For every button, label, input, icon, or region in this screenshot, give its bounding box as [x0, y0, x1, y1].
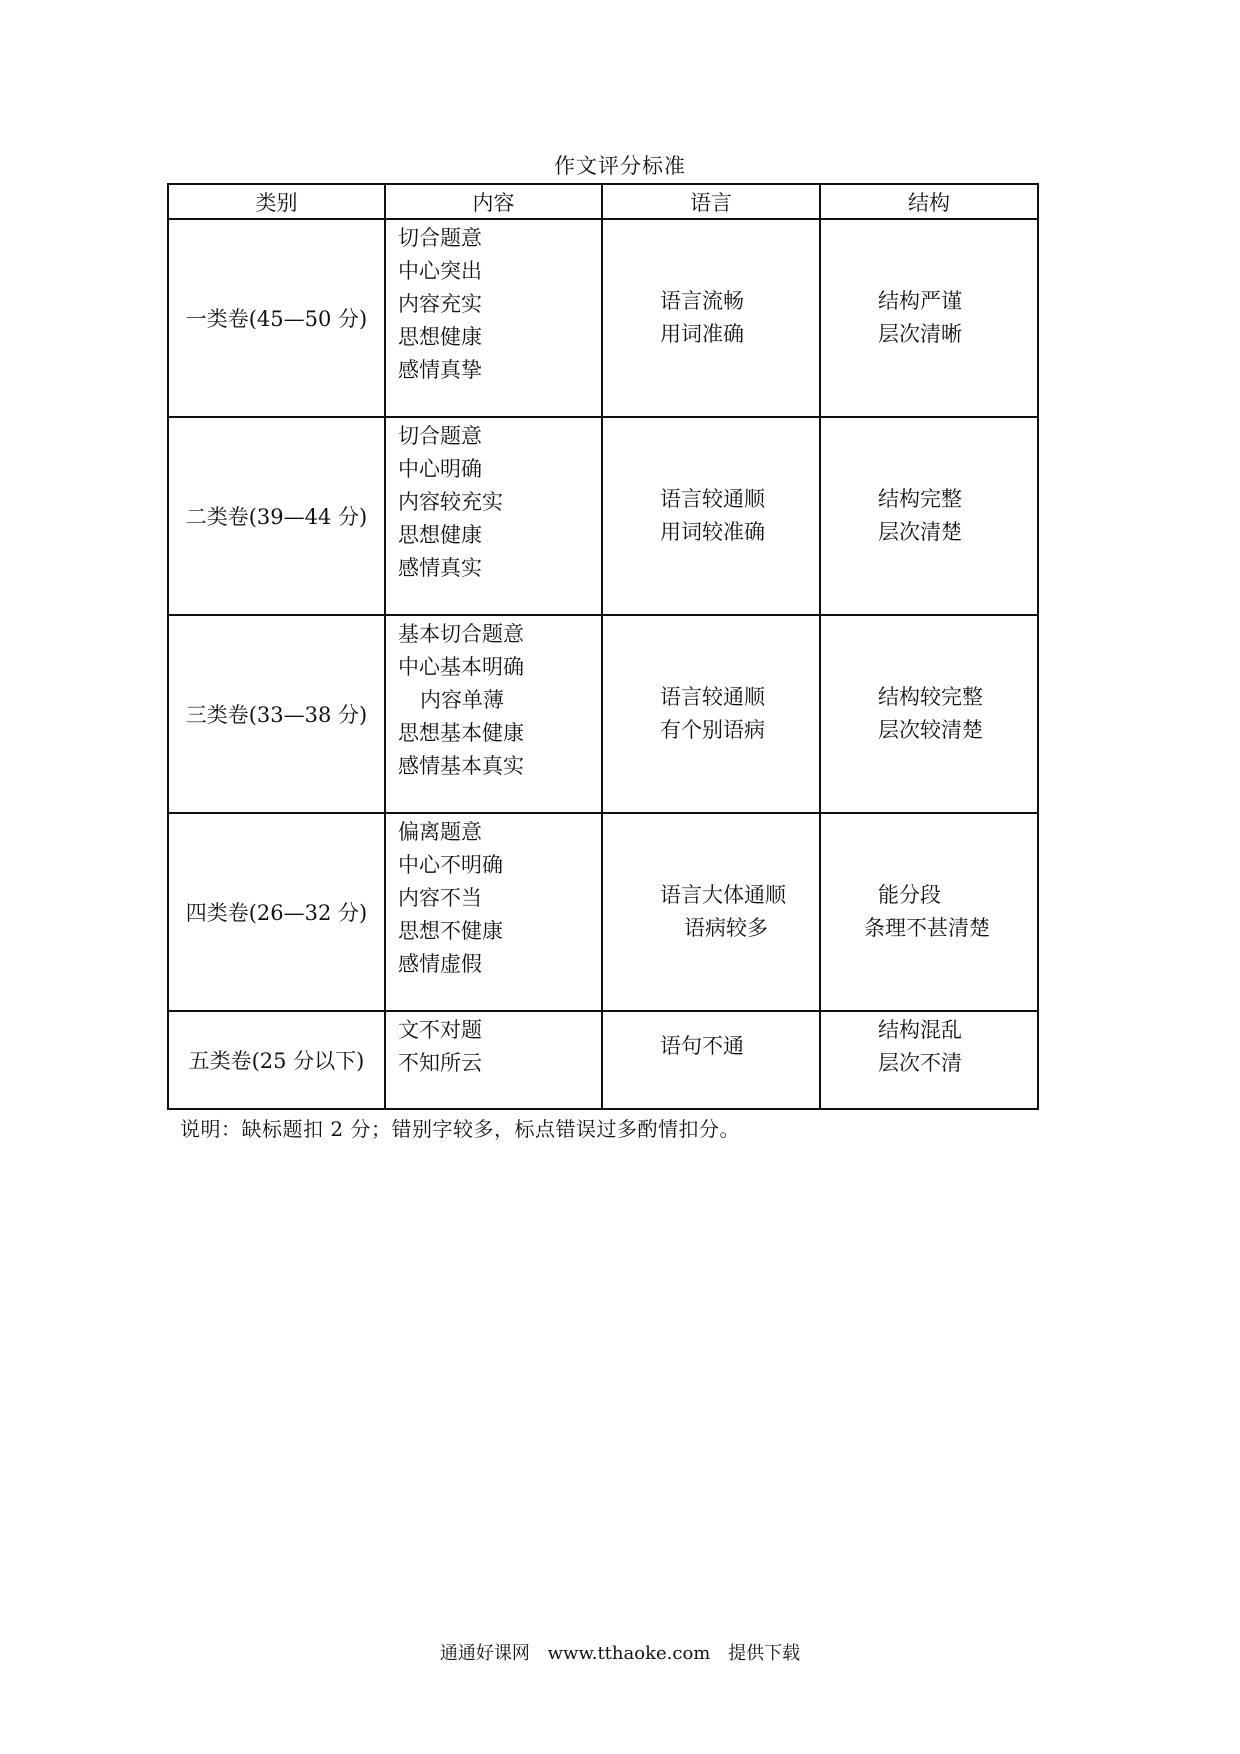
language-line: 语言大体通顺	[660, 883, 786, 907]
structure-cell	[820, 1011, 1038, 1109]
table-row	[168, 813, 1038, 1011]
structure-cell	[820, 813, 1038, 1011]
page-footer	[0, 1639, 1240, 1665]
content-cell	[385, 813, 602, 1011]
content-cell	[385, 219, 602, 417]
content-line: 切合题意	[398, 226, 482, 250]
language-line: 有个别语病	[660, 718, 765, 742]
content-line: 感情真挚	[398, 358, 482, 382]
content-line: 思想健康	[398, 325, 482, 349]
footnote: 说明：缺标题扣 2 分；错别字较多，标点错误过多酌情扣分。	[180, 1117, 740, 1141]
content-line: 思想不健康	[398, 919, 503, 943]
language-line: 用词较准确	[660, 520, 765, 544]
header-structure: 结构	[820, 184, 1038, 219]
content-line: 思想健康	[398, 523, 482, 547]
content-cell	[385, 615, 602, 813]
content-line: 内容单薄	[420, 688, 504, 712]
content-line: 中心不明确	[398, 853, 503, 877]
category-cell: 一类卷(45—50 分)	[168, 219, 385, 417]
category-cell: 三类卷(33—38 分)	[168, 615, 385, 813]
content-line: 感情虚假	[398, 952, 482, 976]
language-line: 语句不通	[660, 1034, 744, 1058]
content-line: 文不对题	[398, 1018, 482, 1042]
language-cell	[602, 813, 820, 1011]
structure-line: 层次清晰	[878, 322, 962, 346]
table-header-row	[168, 184, 1038, 219]
structure-line: 层次较清楚	[878, 718, 983, 742]
language-cell	[602, 615, 820, 813]
language-line: 用词准确	[660, 322, 744, 346]
content-cell	[385, 417, 602, 615]
table-row	[168, 417, 1038, 615]
language-line: 语言较通顺	[660, 487, 765, 511]
table-row	[168, 219, 1038, 417]
content-line: 思想基本健康	[398, 721, 524, 745]
structure-line: 结构较完整	[878, 685, 983, 709]
content-line: 内容较充实	[398, 490, 503, 514]
header-category: 类别	[168, 184, 385, 219]
category-cell: 四类卷(26—32 分)	[168, 813, 385, 1011]
structure-line: 能分段	[878, 883, 941, 907]
content-line: 基本切合题意	[398, 622, 524, 646]
structure-cell	[820, 417, 1038, 615]
language-cell	[602, 219, 820, 417]
language-line: 语言流畅	[660, 289, 744, 313]
content-line: 感情真实	[398, 556, 482, 580]
header-content: 内容	[385, 184, 602, 219]
structure-line: 条理不甚清楚	[864, 916, 990, 940]
content-line: 内容充实	[398, 292, 482, 316]
language-line: 语言较通顺	[660, 685, 765, 709]
footer-url[interactable]: www.tthaoke.com	[547, 1643, 711, 1664]
header-language: 语言	[602, 184, 820, 219]
language-line: 语病较多	[684, 916, 768, 940]
category-cell: 五类卷(25 分以下)	[168, 1011, 385, 1109]
content-line: 不知所云	[398, 1051, 482, 1075]
structure-line: 结构混乱	[878, 1018, 962, 1042]
structure-cell	[820, 615, 1038, 813]
footer-site-name: 通通好课网	[439, 1643, 530, 1664]
content-line: 内容不当	[398, 886, 482, 910]
page-title: 作文评分标准	[554, 154, 686, 178]
rubric-table	[167, 183, 1039, 1110]
structure-line: 结构完整	[878, 487, 962, 511]
structure-line: 层次不清	[878, 1051, 962, 1075]
structure-cell	[820, 219, 1038, 417]
content-line: 中心基本明确	[398, 655, 524, 679]
content-line: 感情基本真实	[398, 754, 524, 778]
category-cell: 二类卷(39—44 分)	[168, 417, 385, 615]
structure-line: 结构严谨	[878, 289, 962, 313]
content-cell	[385, 1011, 602, 1109]
content-line: 中心明确	[398, 457, 482, 481]
footer-tagline: 提供下载	[728, 1643, 801, 1664]
structure-line: 层次清楚	[878, 520, 962, 544]
language-cell	[602, 1011, 820, 1109]
content-line: 中心突出	[398, 259, 482, 283]
table-row	[168, 615, 1038, 813]
content-line: 切合题意	[398, 424, 482, 448]
language-cell	[602, 417, 820, 615]
table-row	[168, 1011, 1038, 1109]
content-line: 偏离题意	[398, 820, 482, 844]
